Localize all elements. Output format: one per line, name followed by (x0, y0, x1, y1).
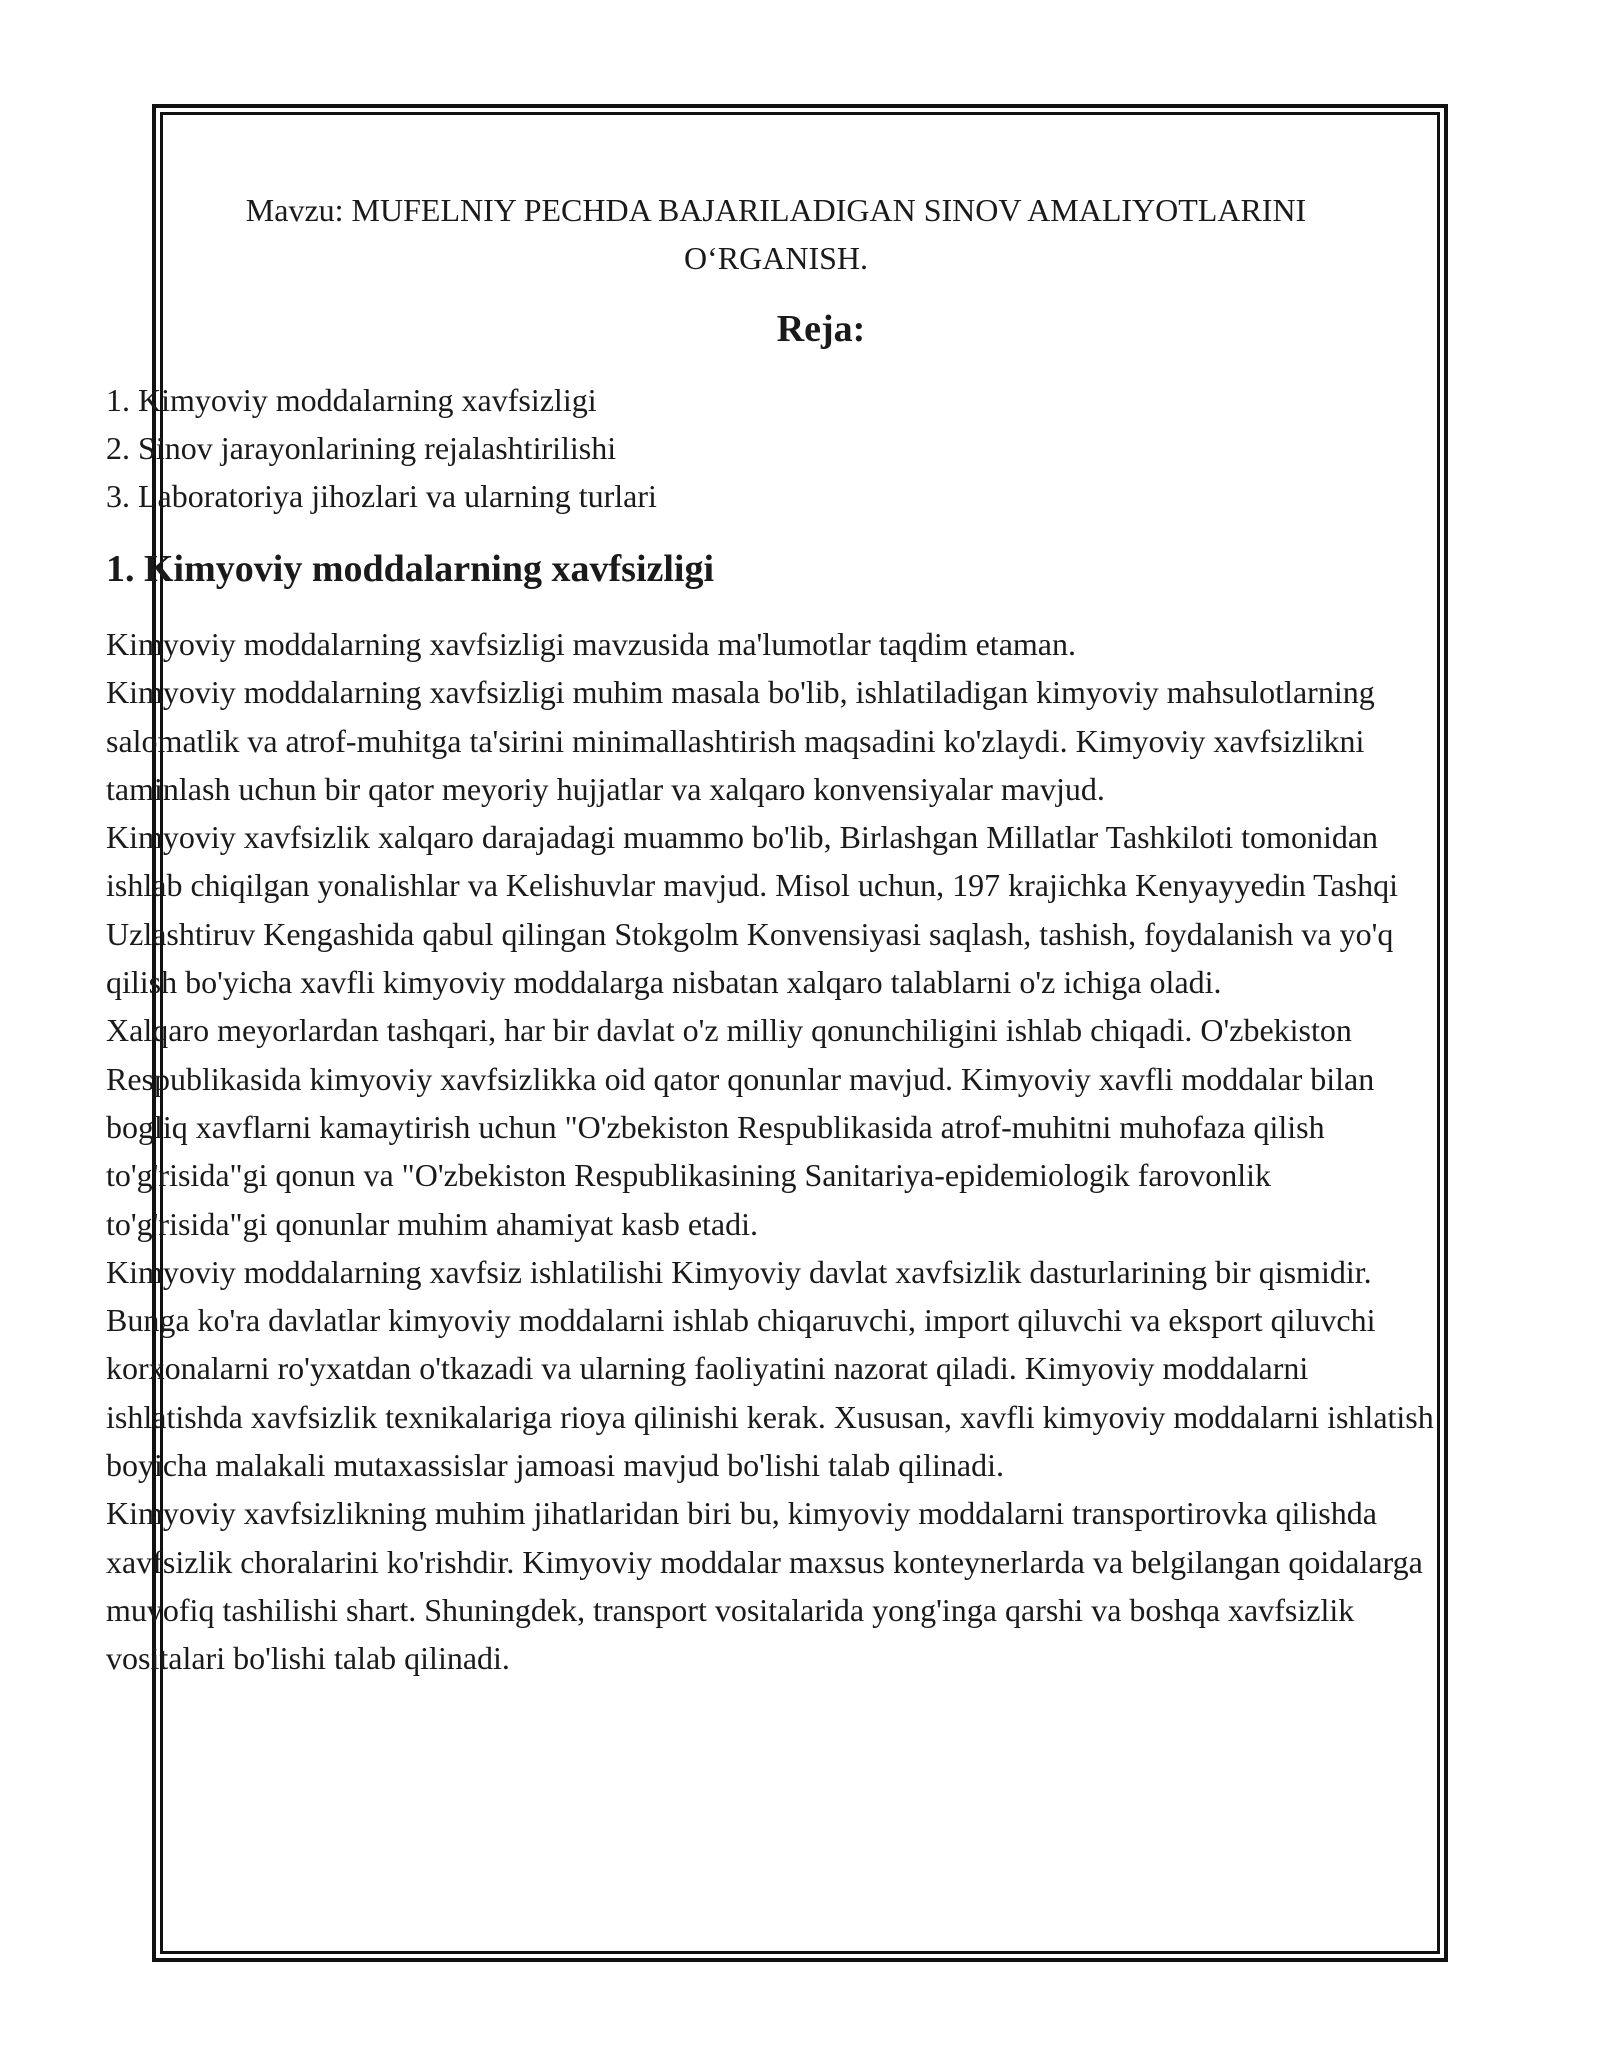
body-paragraph: Kimyoviy moddalarning xavfsizligi muhim masala bo'lib, ishlatiladigan kimyoviy mahsulotlarning salomatlik va atrof-muhitga ta'sirini minimallashtirish maqsadini ko'zlaydi. Kimyoviy xavfsizlikni taminlash uchun bir qator meyoriy hujjatlar va xalqaro konvensiyalar mavjud. (106, 674, 1375, 807)
plan-item: 2. Sinov jarayonlarining rejalashtirilishi (106, 430, 617, 466)
section-heading: 1. Kimyoviy moddalarning xavfsizligi (106, 548, 715, 590)
body-paragraph: Kimyoviy xavfsizlik xalqaro darajadagi muammo bo'lib, Birlashgan Millatlar Tashkiloti tomonidan ishlab chiqilgan yonalishlar va Kelishuvlar mavjud. Misol uchun, 197 krajichka Kenyayyedin Tashqi Uzlashtiruv Kengashida qabul qilingan Stokgolm Konvensiyasi saqlash, tashish, foydalanish va yo'q qilish bo'yicha xavfli kimyoviy moddalarga nisbatan xalqaro talablarni o'z ichiga oladi. (106, 819, 1399, 1001)
document-topic: Mavzu: MUFELNIY PECHDA BAJARILADIGAN SINOV AMALIYOTLARINI O‘RGANISH. (245, 192, 1307, 276)
document-content (106, 186, 1446, 1683)
plan-list (106, 376, 1446, 520)
body-paragraph: Kimyoviy moddalarning xavfsizligi mavzusida ma'lumotlar taqdim etaman. (106, 626, 1076, 662)
plan-title: Reja: (776, 308, 866, 350)
plan-item: 1. Kimyoviy moddalarning xavfsizligi (106, 382, 597, 418)
body-paragraph: Kimyoviy moddalarning xavfsiz ishlatilishi Kimyoviy davlat xavfsizlik dasturlarining bir qismidir. Bunga ko'ra davlatlar kimyoviy moddalarni ishlab chiqaruvchi, import qiluvchi va eksport qiluvchi korxonalarni ro'yxatdan o'tkazadi va ularning faoliyatini nazorat qiladi. Kimyoviy moddalarni ishlatishda xavfsizlik texnikalariga rioya qilinishi kerak. Xususan, xavfli kimyoviy moddalarni ishlatish boyicha malakali mutaxassislar jamoasi mavjud bo'lishi talab qilinadi. (106, 1253, 1434, 1484)
body-paragraph: Kimyoviy xavfsizlikning muhim jihatlaridan biri bu, kimyoviy moddalarni transportirovka qilishda xavfsizlik choralarini ko'rishdir. Kimyoviy moddalar maxsus konteynerlarda va belgilangan qoidalarga muvofiq tashilishi shart. Shuningdek, transport vositalarida yong'inga qarshi va boshqa xavfsizlik vositalari bo'lishi talab qilinadi. (106, 1495, 1423, 1677)
body-paragraph: Xalqaro meyorlardan tashqari, har bir davlat o'z milliy qonunchiligini ishlab chiqadi. O'zbekiston Respublikasida kimyoviy xavfsizlikka oid qator qonunlar mavjud. Kimyoviy xavfli moddalar bilan bogliq xavflarni kamaytirish uchun "O'zbekiston Respublikasida atrof-muhitni muhofaza qilish to'g'risida"gi qonun va "O'zbekiston Respublikasining Sanitariya-epidemiologik farovonlik to'g'risida"gi qonunlar muhim ahamiyat kasb etadi. (106, 1012, 1375, 1242)
plan-item: 3. Laboratoriya jihozlari va ularning turlari (106, 478, 657, 514)
